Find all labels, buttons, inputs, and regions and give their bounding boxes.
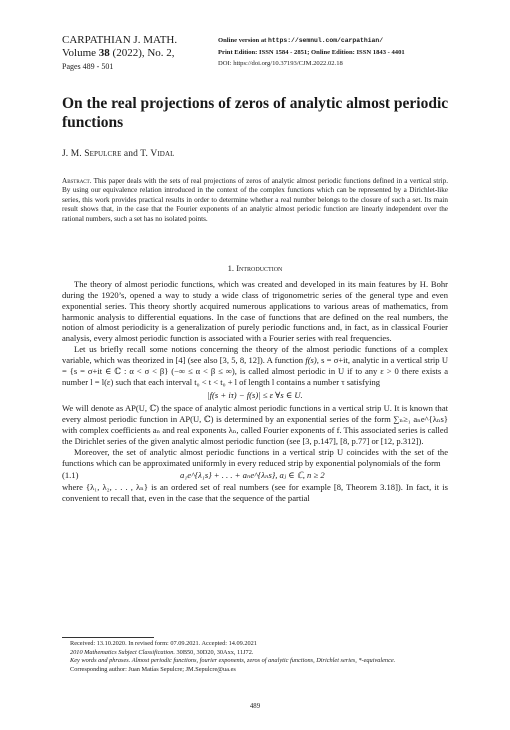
online-label: Online version at — [218, 37, 267, 44]
online-url-link[interactable]: https://semnul.com/carpathian/ — [268, 37, 384, 44]
footnote-rule — [62, 637, 154, 638]
footnotes — [62, 640, 448, 674]
paragraph-2 — [62, 344, 448, 387]
keywords-label: Key words and phrases. — [70, 657, 131, 665]
paragraph-1: The theory of almost periodic functions, which was created and developed in its main features by H. Bohr during the 1920’s, opened a way to study a wide class of trigonometric series of the general type and even exponential series. This theory shortly acquired numerous applications to various areas of mathematics, from harmonic analysis to differential equations. In the case of functions that are defined on the real numbers, the notion of almost periodicity is a generalization of purely periodic functions and, in fact, as in classical Fourier analysis, every almost periodic function is associated with a Fourier series with real frequencies. — [62, 279, 448, 344]
footnote-corresponding: Corresponding author: Juan Matías Sepulcre; JM.Sepulcre@ua.es — [70, 665, 236, 673]
msc-label: 2010 Mathematics Subject Classification. — [70, 648, 175, 656]
body-text — [62, 279, 448, 504]
author2-initials: T. — [140, 149, 151, 159]
volume-number: 38 — [98, 47, 110, 59]
paragraph-4: Moreover, the set of analytic almost periodic functions in a vertical strip U coincides with the set of the functions which can be approximated uniformly in every reduced strip by exponential polynomials of the form — [62, 446, 448, 468]
paragraph-2-rest: , s = σ+it, analytic in a vertical strip U = {s = σ+it ∈ ℂ : α < σ < β} (−∞ ≤ α < β ≤ ∞), is called almost periodic in U if to any ε > 0 there exists a number l = l(ε) such that each interval t₀ < t < t₀ + l of length l contains a number τ satisfying — [62, 354, 448, 387]
journal-header — [62, 34, 212, 73]
function-symbol: f(s) — [305, 354, 317, 365]
volume-issue: (2022), No. 2, — [109, 47, 175, 59]
author2-surname: Vidal — [150, 149, 175, 159]
footnote-received: Received: 13.10.2020. In revised form: 07.09.2021. Accepted: 14.09.2021 — [70, 640, 257, 647]
paragraph-3: We will denote as AP(U, ℂ) the space of analytic almost periodic functions in a vertical strip U. It is known that every almost periodic function in AP(U, ℂ) is determined by an exponential series of the form ∑ₙ≥₁ aₙe^{λₙs} with complex coefficients aₙ and real exponents λₙ, called Fourier exponents of f. This associated series is called the Dirichlet series of the given analytic almost periodic function (see [3, p.147], [8, p.77] or [12, p.312]). — [62, 403, 448, 446]
online-version — [218, 35, 468, 47]
volume-prefix: Volume — [62, 47, 99, 59]
abstract-label: Abstract. — [62, 177, 92, 185]
page-number: 489 — [249, 703, 261, 710]
journal-volume — [62, 47, 212, 60]
issn-text: Print Edition: ISSN 1584 - 2851; Online Edition: ISSN 1843 - 4401 — [218, 48, 405, 56]
equation-body: a₁e^{λ₁s} + . . . + aₙe^{λₙs}, aⱼ ∈ ℂ, n ≥ 2 — [180, 470, 325, 481]
author-conjunction: and — [121, 149, 141, 159]
equation-number: (1.1) — [62, 470, 79, 481]
abstract — [62, 177, 448, 224]
publication-info — [218, 35, 468, 70]
doi-link[interactable]: DOI: https://doi.org/10.37193/CJM.2022.02.18 — [218, 60, 343, 67]
section-name: Introduction — [236, 263, 283, 273]
paragraph-5: where {λ₁, λ₂, . . . , λₙ} is an ordered set of real numbers (see for example [8, Theorem 3.18]). In fact, it is convenient to recall that, even in the case that the sequence of the partial — [62, 482, 448, 504]
keywords-text: Almost periodic functions, fourier exponents, zeros of analytic functions, Dirichlet series, *-equivalence. — [130, 657, 396, 665]
numbered-equation — [62, 468, 448, 482]
section-number: 1. — [227, 263, 237, 273]
author1-initials: J. M. — [62, 149, 85, 159]
footnote-keywords — [62, 657, 448, 666]
msc-codes: 30B50, 30D20, 30Axx, 11J72. — [174, 648, 254, 656]
journal-pages: Pages 489 - 501 — [62, 62, 114, 71]
author1-surname: Sepulcre — [84, 149, 122, 159]
footnote-msc — [62, 649, 448, 658]
journal-name: CARPATHIAN J. MATH. — [62, 34, 178, 46]
display-equation: |f(s + iτ) − f(s)| ≤ ε ∀s ∈ U. — [207, 390, 303, 401]
abstract-text: This paper deals with the sets of real projections of zeros of analytic almost periodic functions defined in a vertical strip. By using our equivalence relation introduced in the context of the complex functions which can be represented by a Dirichlet-like series, this work provides practical results in order to determine whether a real number belongs to the closure of such a set. Its main result shows that, in the case that the Fourier exponents of an analytic almost periodic function are linearly independent over the rational numbers, such a set has no isolated points. — [62, 177, 448, 223]
paragraph-2-start: Let us briefly recall some notions concerning the theory of the almost periodic functions of a complex variable, which was theorized in [4] (see also [3, 5, 8, 12]). A function — [62, 344, 448, 365]
paper-title: On the real projections of zeros of analytic almost periodic functions — [62, 95, 449, 131]
section-heading — [0, 263, 510, 273]
issn-line — [218, 47, 468, 59]
author-line — [62, 149, 174, 159]
